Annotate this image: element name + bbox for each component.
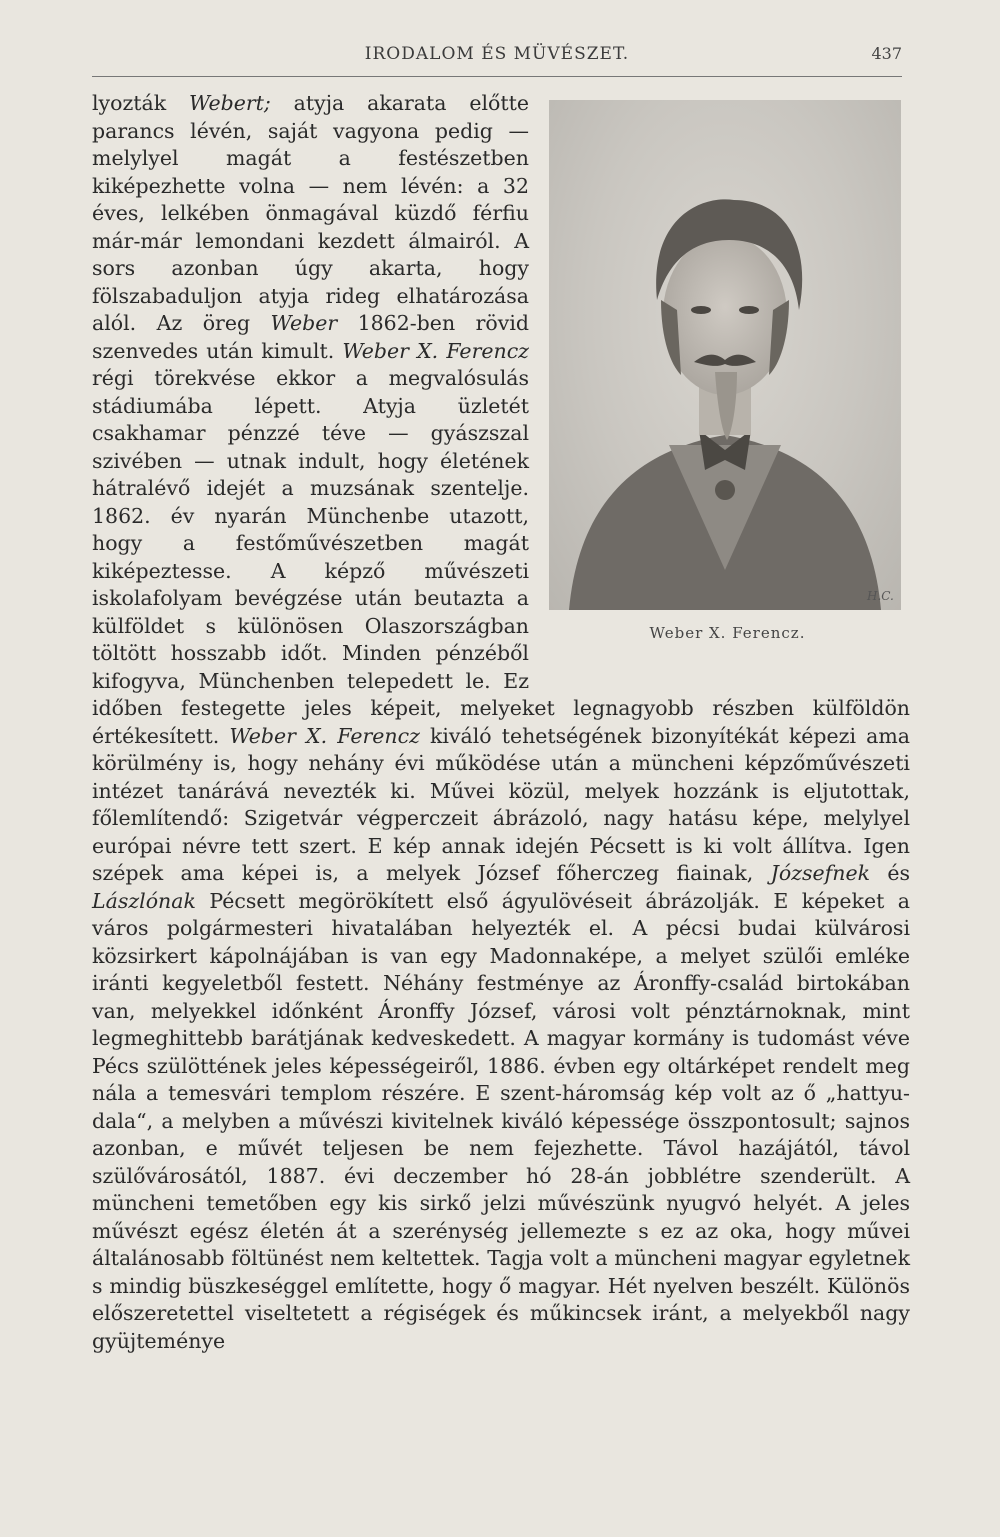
italic-name: Weber X. Ferencz — [342, 338, 529, 363]
italic-name: Weber — [270, 311, 338, 335]
text-segment: Pécsett megörökített első ágyulövéseit ábrázolják. E képeket a város polgármesteri hivatalában helyezték el. A pécsi budai külvárosi közsirkert kápolnájában is van egy Madonnaképe, a melyet szülői emléke iránti kegyeletből festett. Néhány festménye az Áronffy-család birtokában van, melyekkel időnként Áronffy József, városi volt pénztárnoknak, mint legmeghittebb barátjának kedveskedett. A magyar kormány is tudomást véve Pécs szülöttének jeles képességeiről, 1886. évben egy oltárképet rendelt meg nála a temesvári templom részére. E szent-háromság kép volt az ő „hattyu-dala“, a melyben a művészi kivitelnek kiváló képessége összpontosult; sajnos azonban, e művét teljesen be nem fejezhette. Távol hazájától, távol szülővárosától, 1887. évi deczember hó 28-án jobblétre szenderült. A müncheni temetőben egy kis sirkő jelzi művészünk nyugvó helyét. A jeles művészt egész életén át a szerénység jellemezte s ez az oka, hogy művei általánosabb föltünést nem keltettek. Tagja volt a müncheni magyar egyletnek s mindig büszkeséggel említette, hogy ő magyar. Hét nyelven beszélt. Különös előszeretettel viseltetett a régiségek és műkincsek iránt, a melyekből nagy gyüjteménye — [92, 888, 910, 1353]
body-text — [92, 90, 910, 1355]
italic-name: Weber X. Ferencz — [229, 723, 420, 748]
text-segment: kiváló tehetségének bizonyítékát képezi ama körülmény is, hogy nehány évi működése után a müncheni képzőművészeti intézet tanárává nevezték ki. Művei közül, melyek hozzánk is eljutottak, főlemlítendő: Szigetvár végperczeit ábrázoló, nagy hatásu képe, melylyel európai névre tett szert. E kép annak idején Pécsett is ki volt állítva. Igen szépek ama képei is, a melyek József főherczeg fiainak, — [92, 723, 910, 885]
italic-name: Lászlónak — [92, 888, 196, 913]
portrait-figure — [545, 92, 910, 674]
photo-mark: H.C. — [867, 589, 894, 603]
portrait-photo-icon — [549, 100, 901, 610]
italic-name: Józsefnek — [770, 861, 870, 885]
text-segment: atyja akarata előtte parancs lévén, saját vagyona pedig — melylyel magát a festészetben kiképezhette volna — nem lévén: a 32 éves, lelkében önmagával küzdő férfiu már-már lemondani kezdett álmairól. A sors azonban úgy akarta, hogy fölszabaduljon atyja rideg elhatározása alól. Az öreg — [92, 91, 530, 335]
italic-name: Webert; — [189, 91, 271, 115]
text-segment: régi törekvése ekkor a megvalósulás stádiumába lépett. Atyja üzletét csakhamar pénzzé téve — gyászszal szivében — utnak indult, hogy életének hátralévő idejét a muzsának szentelje. 1862. év nyarán Münchenbe utazott, hogy a festőművészetben magát kiképeztesse. A képző művészeti iskolafolyam bevégzése után beutazta a külföldet s különösen Olaszországban töltött hosszabb időt. Minden pénzéből kifogyva, Münchenben telepedett le. Ez időben festegette jeles képeit, melyeket legnagyobb részben külföldön értékesített. — [92, 366, 910, 748]
text-segment: 1862-ben rövid szenvedes után kimult. — [92, 311, 529, 363]
running-head: IRODALOM ÉS MÜVÉSZET. — [364, 44, 630, 64]
text-segment: és — [870, 861, 911, 885]
page-number: 437 — [871, 44, 902, 63]
figure-caption: Weber X. Ferencz. — [649, 624, 806, 642]
portrait-drawing — [549, 100, 901, 610]
text-segment: lyozták — [92, 91, 190, 115]
page-header — [92, 36, 902, 77]
